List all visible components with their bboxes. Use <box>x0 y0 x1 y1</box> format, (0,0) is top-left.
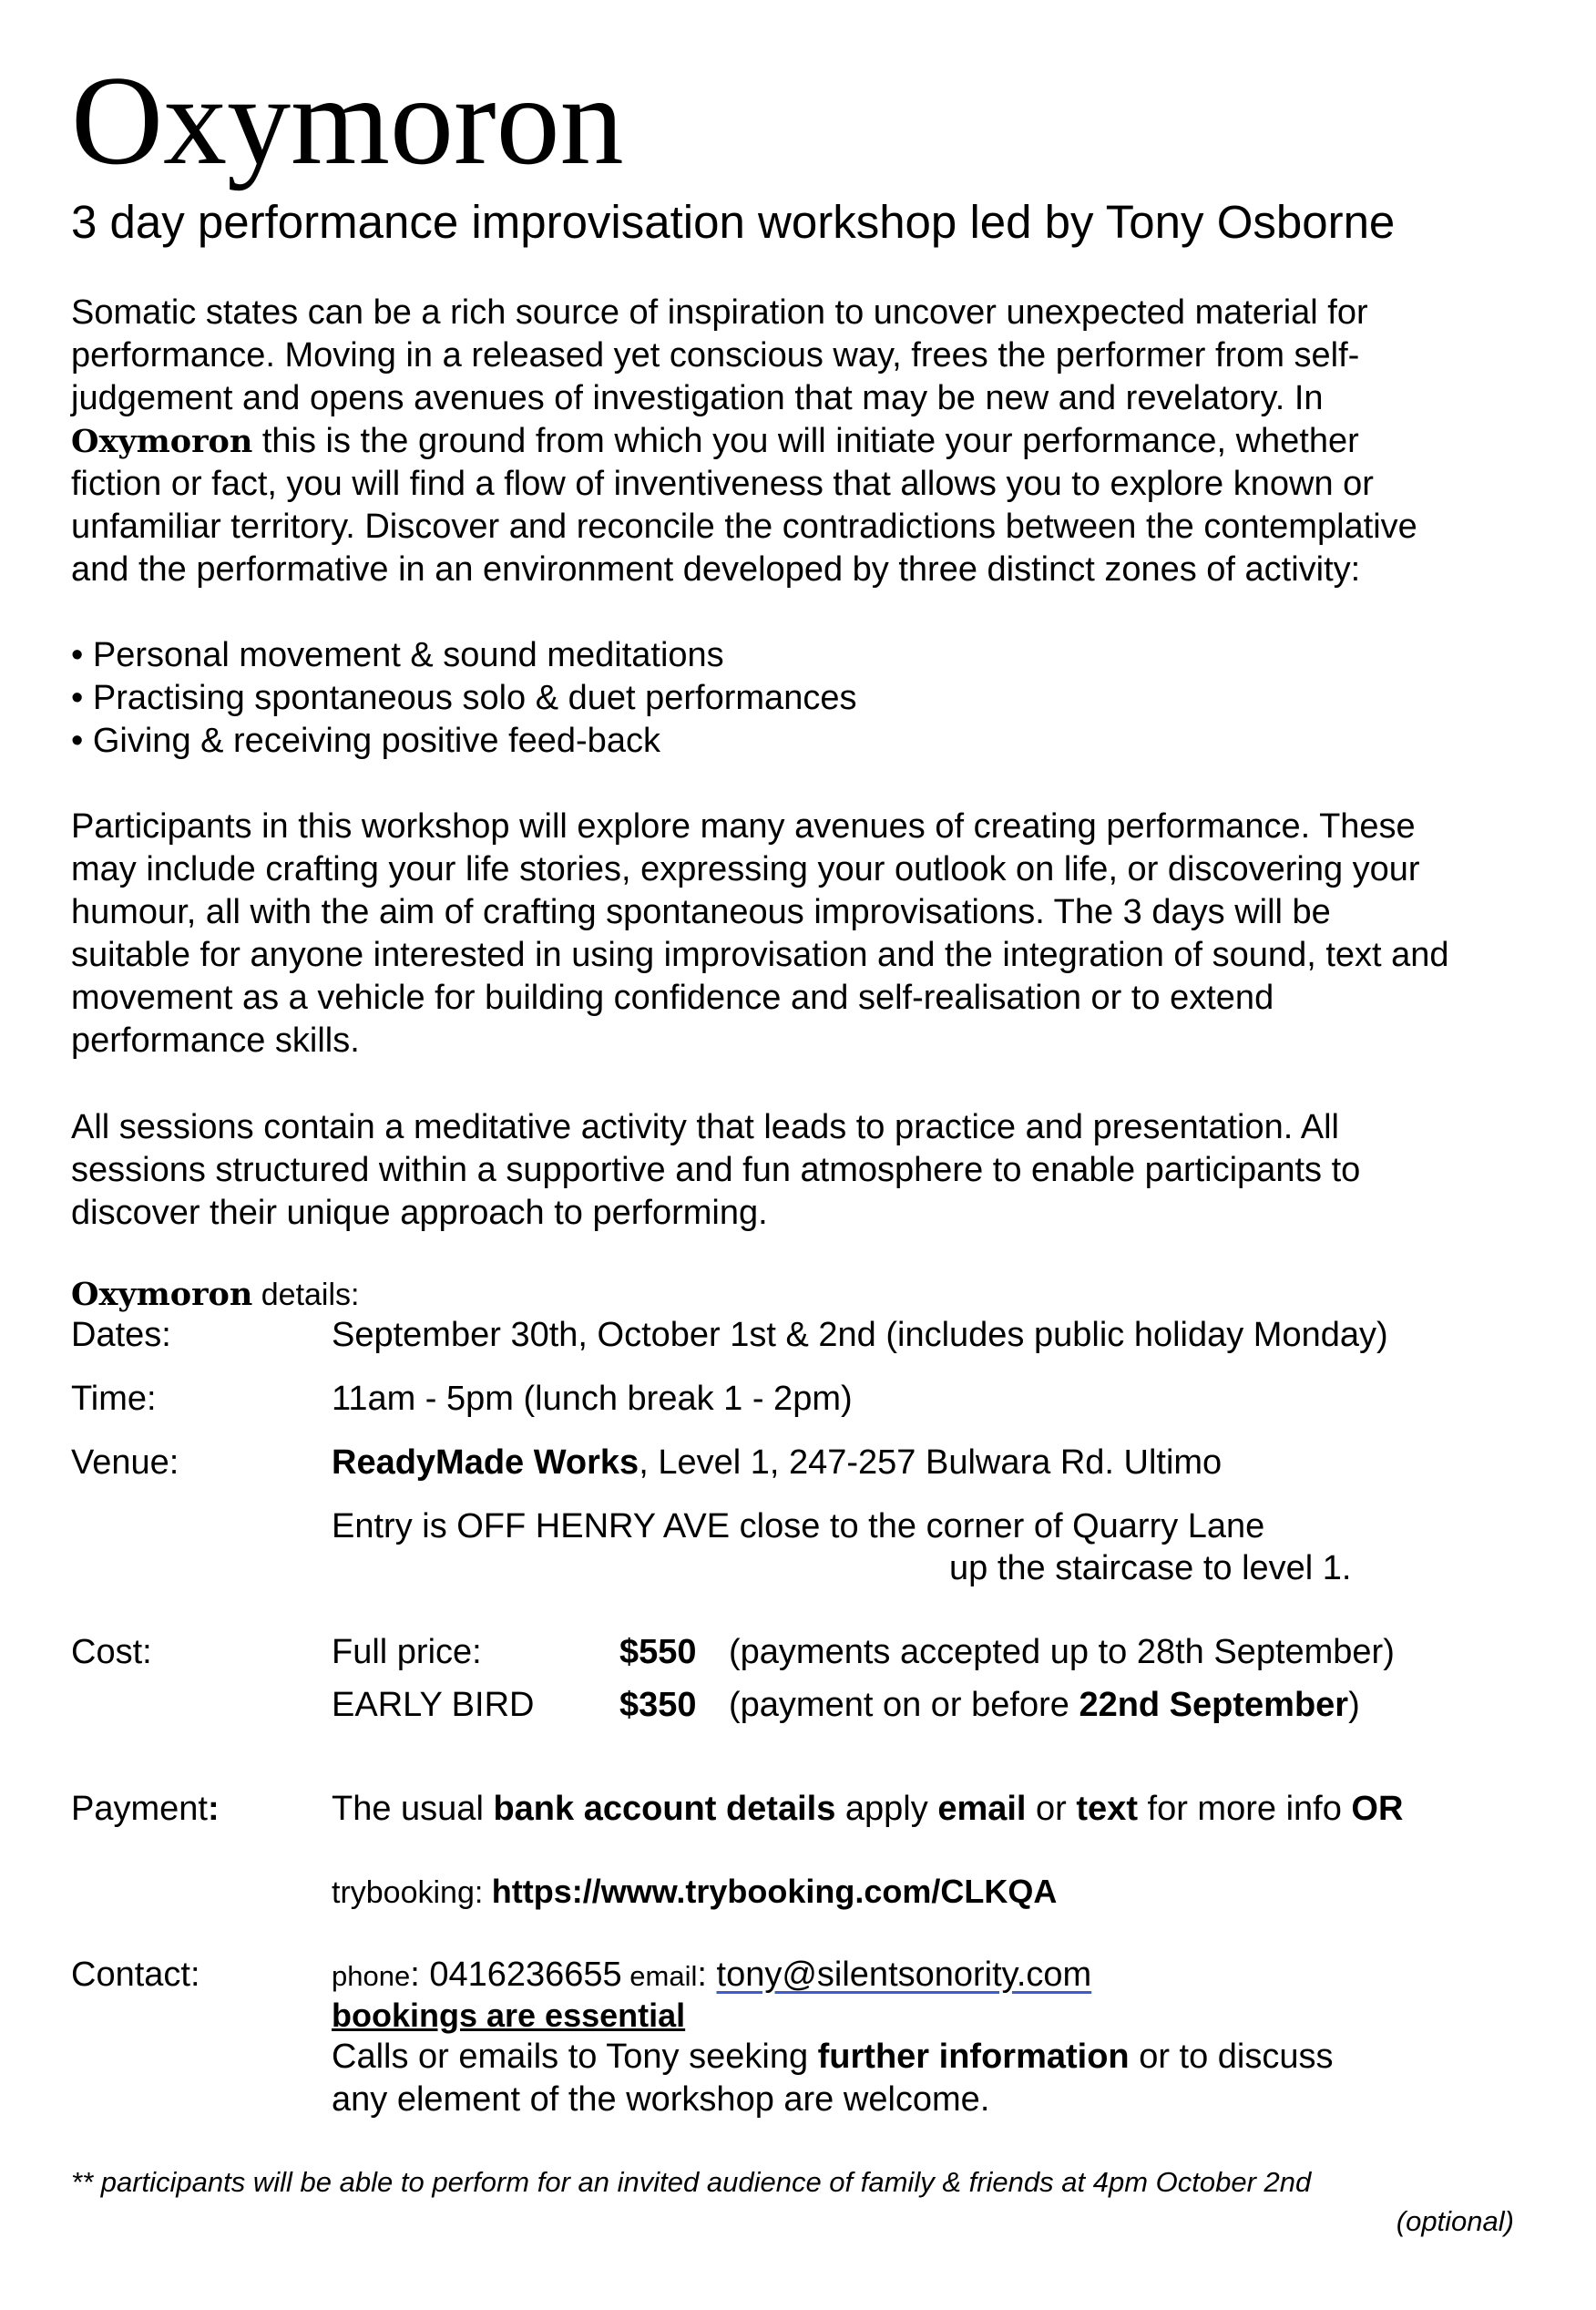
entry-line: up the staircase to level 1. <box>949 1549 1352 1587</box>
bookings-essential: bookings are essential <box>332 1997 686 2034</box>
time-value: 11am - 5pm (lunch break 1 - 2pm) <box>332 1380 853 1418</box>
calls-line: any element of the workshop are welcome. <box>332 2080 990 2119</box>
intro-line: unfamiliar territory. Discover and reconcile the contradictions between the contemplative <box>71 508 1417 546</box>
intro-line-text: this is the ground from which you will initiate your performance, whether <box>252 422 1359 460</box>
zones-list <box>71 634 856 763</box>
paragraph-line: All sessions contain a meditative activity that leads to practice and presentation. All <box>71 1108 1339 1146</box>
dates-value: September 30th, October 1st & 2nd (includes public holiday Monday) <box>332 1316 1388 1354</box>
intro-line: and the performative in an environment developed by three distinct zones of activity: <box>71 550 1361 589</box>
early-bird-label: EARLY BIRD <box>332 1686 535 1724</box>
full-price-label: Full price: <box>332 1633 482 1671</box>
payment-label-colon: : <box>207 1790 220 1828</box>
page-subtitle: 3 day performance improvisation workshop led by Tony Osborne <box>71 196 1396 248</box>
early-bird-deadline: 22nd September <box>1079 1686 1349 1724</box>
phone-colon: : <box>410 1956 430 1994</box>
list-item: • Giving & receiving positive feed-back <box>71 722 660 760</box>
venue-address: , Level 1, 247-257 Bulwara Rd. Ultimo <box>639 1443 1223 1482</box>
venue-value <box>332 1442 1222 1484</box>
paragraph-line: suitable for anyone interested in using improvisation and the integration of sound, text and <box>71 936 1449 974</box>
early-bird-note-close: ) <box>1348 1686 1360 1724</box>
full-price-note: (payments accepted up to 28th September) <box>729 1633 1395 1671</box>
payment-text: for more info <box>1137 1790 1352 1828</box>
trybooking-label: trybooking: <box>332 1875 492 1910</box>
trybooking-line <box>332 1870 1057 1915</box>
paragraph-line: Participants in this workshop will explore many avenues of creating performance. These <box>71 807 1416 846</box>
footnote: ** participants will be able to perform for an invited audience of family & friends at 4pm October 2nd <box>71 2166 1312 2198</box>
or-word: OR <box>1351 1790 1404 1828</box>
dates-label: Dates: <box>71 1316 171 1354</box>
intro-line <box>71 420 1547 463</box>
bank-details-text: bank account details <box>493 1790 836 1828</box>
oxymoron-inline-name: Oxymoron <box>71 1276 253 1313</box>
details-heading <box>71 1273 360 1317</box>
list-item: • Personal movement & sound meditations <box>71 636 724 674</box>
oxymoron-inline-name: Oxymoron <box>71 423 253 460</box>
intro-line: Somatic states can be a rich source of inspiration to uncover unexpected material for <box>71 293 1368 332</box>
calls-text: Calls or emails to Tony seeking <box>332 2038 818 2076</box>
payment-text: apply <box>835 1790 938 1828</box>
phone-value[interactable]: 0416236655 <box>429 1956 622 1994</box>
trybooking-link[interactable]: https://www.trybooking.com/CLKQA <box>491 1873 1058 1910</box>
early-bird-note-text: (payment on or before <box>729 1686 1079 1724</box>
cost-label: Cost: <box>71 1633 152 1671</box>
intro-line: fiction or fact, you will find a flow of inventiveness that allows you to explore known or <box>71 465 1374 503</box>
details-heading-text: details: <box>252 1278 360 1312</box>
paragraph-line: sessions structured within a supportive and fun atmosphere to enable participants to <box>71 1151 1361 1189</box>
email-colon: : <box>697 1956 717 1994</box>
page-title: Oxymoron <box>71 50 624 191</box>
paragraph-line: discover their unique approach to performing. <box>71 1194 768 1232</box>
footnote-optional: (optional) <box>1396 2205 1514 2237</box>
venue-name: ReadyMade Works <box>332 1443 639 1482</box>
payment-text: or <box>1026 1790 1077 1828</box>
paragraph-line: humour, all with the aim of crafting spontaneous improvisations. The 3 days will be <box>71 893 1331 931</box>
participants-paragraph <box>71 806 1547 1063</box>
time-label: Time: <box>71 1380 157 1418</box>
payment-label <box>71 1788 220 1831</box>
paragraph-line: may include crafting your life stories, expressing your outlook on life, or discovering your <box>71 850 1420 888</box>
payment-label-text: Payment <box>71 1790 208 1828</box>
phone-label: phone <box>332 1960 411 1992</box>
intro-paragraph <box>71 292 1547 591</box>
entry-line: Entry is OFF HENRY AVE close to the corner of Quarry Lane <box>332 1507 1265 1545</box>
paragraph-line: performance skills. <box>71 1022 360 1060</box>
email-word: email <box>937 1790 1027 1828</box>
venue-label: Venue: <box>71 1443 179 1482</box>
early-bird-note <box>729 1684 1360 1727</box>
full-price-amount: $550 <box>619 1633 697 1671</box>
intro-line: judgement and opens avenues of investigation that may be new and revelatory. In <box>71 379 1324 417</box>
sessions-paragraph <box>71 1106 1547 1235</box>
intro-line: performance. Moving in a released yet conscious way, frees the performer from self- <box>71 336 1360 375</box>
further-information-text: further information <box>817 2038 1130 2076</box>
payment-text: The usual <box>332 1790 494 1828</box>
contact-label: Contact: <box>71 1956 200 1994</box>
text-word: text <box>1076 1790 1138 1828</box>
list-item: • Practising spontaneous solo & duet performances <box>71 679 857 717</box>
calls-line <box>332 2036 1334 2079</box>
payment-value <box>332 1788 1403 1831</box>
calls-text: or to discuss <box>1129 2038 1334 2076</box>
contact-value <box>332 1954 1091 1997</box>
paragraph-line: movement as a vehicle for building confidence and self-realisation or to extend <box>71 979 1274 1017</box>
email-link[interactable]: tony@silentsonority.com <box>716 1956 1092 1994</box>
email-label: email <box>621 1960 698 1992</box>
early-bird-amount: $350 <box>619 1686 697 1724</box>
